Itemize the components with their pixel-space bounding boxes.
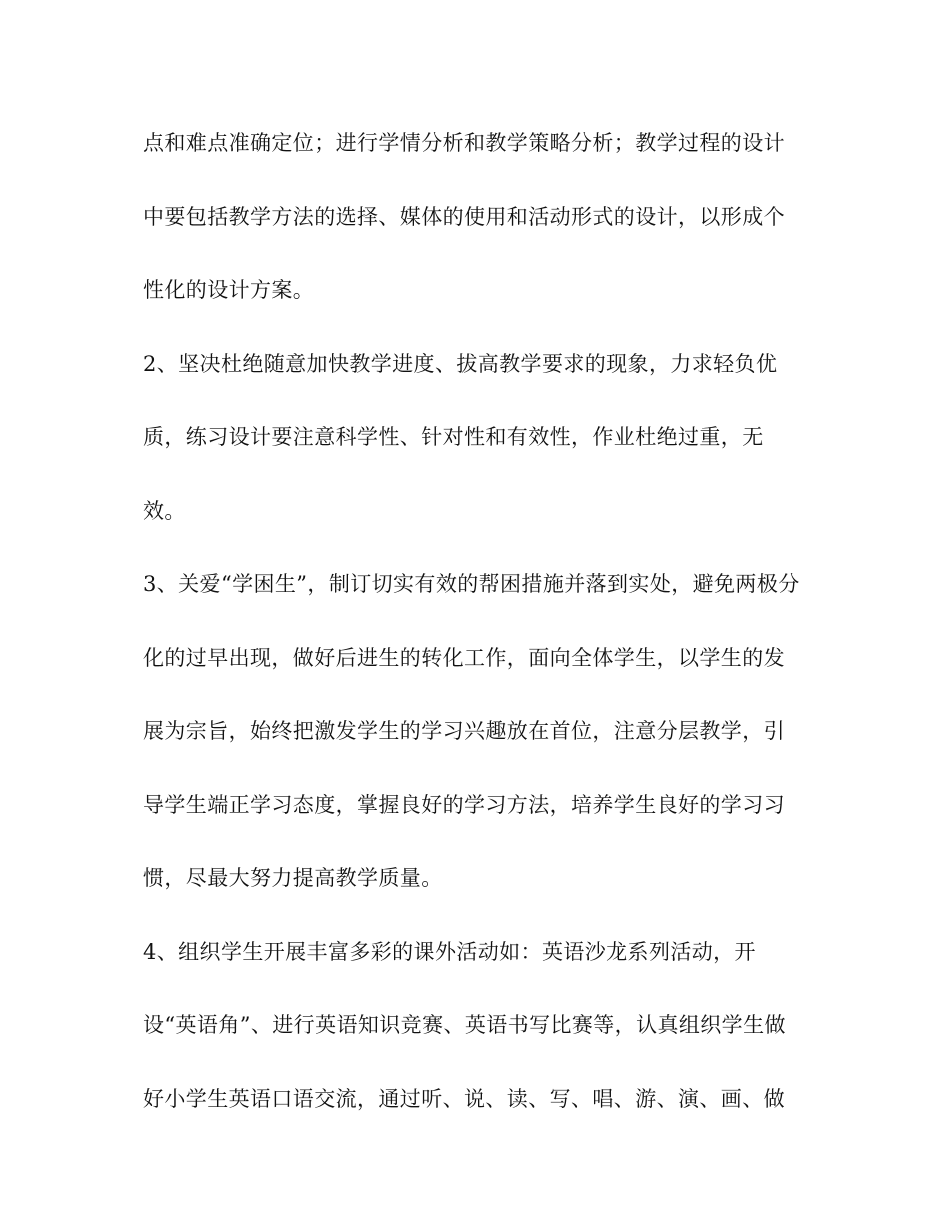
text-line: 3、关爱“学困生”，制订切实有效的帮困措施并落到实处，避免两极分: [143, 572, 800, 596]
document-body: [143, 118, 813, 1147]
text-line: 导学生端正学习态度，掌握良好的学习方法，培养学生良好的学习习: [143, 792, 785, 817]
text-line: 效。: [143, 498, 186, 523]
text-line: 性化的设计方案。: [143, 278, 315, 302]
text-line: 好小学生英语口语交流，通过听、说、读、写、唱、游、演、画、做: [143, 1086, 785, 1111]
text-line: 化的过早出现，做好后进生的转化工作，面向全体学生，以学生的发: [143, 645, 785, 670]
text-line: 展为宗旨，始终把激发学生的学习兴趣放在首位，注意分层教学，引: [143, 719, 785, 743]
text-line: 质，练习设计要注意科学性、针对性和有效性，作业杜绝过重，无: [143, 425, 764, 449]
text-line: 惯，尽最大努力提高教学质量。: [143, 866, 443, 890]
text-line: 点和难点准确定位；进行学情分析和教学策略分析；教学过程的设计: [143, 131, 785, 155]
text-line: 设“英语角”、进行英语知识竞赛、英语书写比赛等，认真组织学生做: [143, 1013, 786, 1037]
text-line: 4、组织学生开展丰富多彩的课外活动如：英语沙龙系列活动，开: [143, 939, 756, 964]
text-line: 中要包括教学方法的选择、媒体的使用和活动形式的设计，以形成个: [143, 204, 785, 229]
text-line: 2、坚决杜绝随意加快教学进度、拔高教学要求的现象，力求轻负优: [143, 351, 778, 376]
